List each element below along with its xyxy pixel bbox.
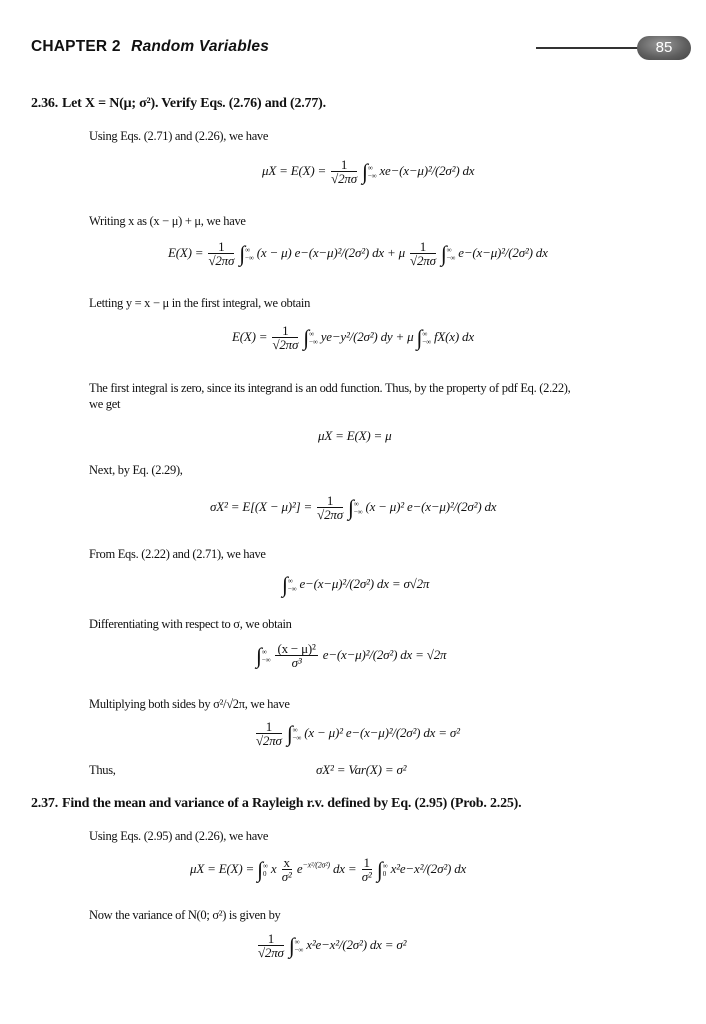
fraction [208,240,234,268]
solution-line: Differentiating with respect to σ, we obtain [89,617,292,631]
eq-rhs: fX(x) dx [433,328,474,344]
eq-lhs: μX = E(X) = [262,162,327,178]
integral-limits [288,577,297,593]
integral-limits [263,862,268,878]
fraction [258,932,284,960]
problem-number: 2.37. [31,796,59,811]
integral-sign: ∫ [288,933,295,958]
problem-2-37-statement [31,796,521,812]
page-number-badge: 85 [637,36,691,60]
denominator: √2πσ [272,337,299,352]
denominator: √2πσ [256,733,282,748]
lower-limit: −∞ [292,734,302,742]
integral-sign: ∫ [286,721,293,746]
lower-limit: −∞ [309,338,318,346]
denominator: √2πσ [331,171,357,186]
solution-line: Using Eqs. (2.71) and (2.26), we have [89,129,269,143]
solution-line: Thus, [89,763,116,777]
fraction [256,720,282,748]
integral-sign: ∫ [256,643,262,668]
numerator: 1 [317,494,343,508]
lower-limit: −∞ [446,254,456,262]
integral-limits [368,164,377,180]
denominator: σ² [281,869,292,884]
equation-rayleigh-mean: μX = E(X) = ∫ ∞ 0 x $\frac{x}{\text{σ²}}$ $e^{-x^2/(2\sigma^2)}$ dx = $\frac{1}{\text{σ²}}$ ∫ ∞ 0 x²e−x²/(2σ²) dx [190,855,467,884]
numerator: x [283,855,290,870]
numerator: 1 [256,720,282,734]
integral-sign: ∫ [362,159,368,184]
eq-rhs: x²e−x²/(2σ²) dx [390,860,467,876]
equation-differentiated [256,642,446,670]
chapter-heading [31,38,269,56]
integral-limits [422,330,431,346]
lower-limit: −∞ [287,585,297,593]
equation-mean-definition [262,158,474,186]
integral-limits [447,246,456,262]
solution-line: From Eqs. (2.22) and (2.71), we have [89,547,266,561]
solution-line: Multiplying both sides by σ²/√2π, we have [89,697,290,711]
solution-line: Now the variance of N(0; σ²) is given by [89,908,281,922]
equation-variance-result: σX² = Var(X) = σ² [316,762,407,777]
chapter-label: CHAPTER 2 [31,38,121,55]
eq-rhs: e−(x−μ)²/(2σ²) dx = σ√2π [299,575,430,591]
problem-2-36-statement [31,96,326,112]
solution-line: Writing x as (x − μ) + μ, we have [89,214,246,228]
fraction [410,240,436,268]
upper-limit: ∞ [422,330,428,338]
equation-normal-variance [256,932,406,960]
integral-limits [245,246,254,262]
integral-limits [293,726,302,742]
page-header [31,36,681,60]
numerator: 1 [410,240,436,254]
solution-line: Next, by Eq. (2.29), [89,463,183,477]
integral-sign: ∫ [303,325,310,350]
eq-rhs: e−(x−μ)²/(2σ²) dx [458,244,548,260]
lower-limit: −∞ [367,172,377,180]
upper-limit: ∞ [292,726,298,734]
lower-limit: −∞ [245,254,254,262]
eq-lhs: μX = E(X) = [190,860,255,876]
denominator: σ² [361,869,372,884]
fraction [331,158,357,186]
eq-rhs: (x − μ)² e−(x−μ)²/(2σ²) dx = σ² [304,724,460,740]
equation-mean-result: μX = E(X) = μ [318,428,392,443]
problem-text: Find the mean and variance of a Rayleigh r.v. defined by Eq. (2.95) (Prob. 2.25). [62,796,522,811]
numerator: 1 [331,158,357,172]
eq-lhs: σX² = E[(X − μ)²] = [210,498,313,514]
upper-limit: ∞ [353,500,359,508]
chapter-title: Random Variables [131,38,270,55]
fraction [282,856,292,884]
integral-sign: ∫ [239,241,246,266]
equation-variance-definition [210,494,496,522]
upper-limit: ∞ [245,246,250,254]
solution-line: Using Eqs. (2.95) and (2.26), we have [89,829,269,843]
eq-lhs: E(X) = [232,328,268,344]
solution-line: we get [89,397,121,411]
upper-limit: ∞ [261,648,267,656]
numerator: 1 [272,324,298,338]
problem-number: 2.36. [31,96,59,111]
eq-mid: dx = [332,860,357,876]
numerator: 1 [208,240,234,254]
lower-limit: −∞ [261,656,271,664]
upper-limit: ∞ [263,862,268,870]
fraction [272,324,298,352]
eq-rhs: (x − μ)² e−(x−μ)²/(2σ²) dx [365,498,497,514]
denominator: √2πσ [410,253,436,268]
lower-limit: −∞ [353,508,363,516]
eq-mid: (x − μ) e−(x−μ)²/(2σ²) dx + μ [256,244,405,260]
integral-sign: ∫ [416,325,423,350]
lower-limit: −∞ [294,946,304,954]
integral-sign: ∫ [440,241,447,266]
upper-limit: ∞ [382,862,388,870]
numerator: 1 [258,932,284,946]
fraction [362,856,372,884]
equation-multiplied [254,720,460,748]
lower-limit: −∞ [422,338,431,346]
eq-rhs: xe−(x−μ)²/(2σ²) dx [379,162,475,178]
denominator: σ³ [291,655,302,670]
equation-substitution [232,324,474,352]
eq-mid: ye−y²/(2σ²) dy + μ [320,328,414,344]
numerator: (x − μ)² [277,641,316,656]
upper-limit: ∞ [309,330,314,338]
solution-line: The first integral is zero, since its integrand is an odd function. Thus, by the property of pdf Eq. (2.22), [89,381,571,395]
upper-limit: ∞ [287,577,293,585]
eq-lhs: E(X) = [168,244,204,260]
upper-limit: ∞ [446,246,452,254]
problem-text: Let X = N(μ; σ²). Verify Eqs. (2.76) and (2.77). [62,96,326,111]
integral-limits [262,648,271,664]
eq-rhs: e−(x−μ)²/(2σ²) dx = √2π [322,646,447,662]
integral-limits [309,330,318,346]
solution-line: Letting y = x − μ in the first integral, we obtain [89,296,311,310]
lower-limit: 0 [382,870,387,878]
integral-limits [383,862,388,878]
upper-limit: ∞ [294,938,300,946]
lower-limit: 0 [263,870,267,878]
integral-sign: ∫ [348,495,354,520]
fraction [275,642,317,670]
equation-pdf-normalization [282,572,429,598]
integral-limits [354,500,363,516]
integral-sign: ∫ [257,857,263,882]
integral-limits [295,938,304,954]
denominator: √2πσ [317,507,343,522]
denominator: √2πσ [258,945,284,960]
integral-sign: ∫ [376,857,383,882]
denominator: √2πσ [208,253,235,268]
fraction [317,494,343,522]
numerator: 1 [363,855,370,870]
integral-sign: ∫ [282,572,288,597]
upper-limit: ∞ [367,164,373,172]
header-rule [536,47,651,49]
eq-rhs: x²e−x²/(2σ²) dx = σ² [306,936,407,952]
equation-split-integral [168,240,548,268]
